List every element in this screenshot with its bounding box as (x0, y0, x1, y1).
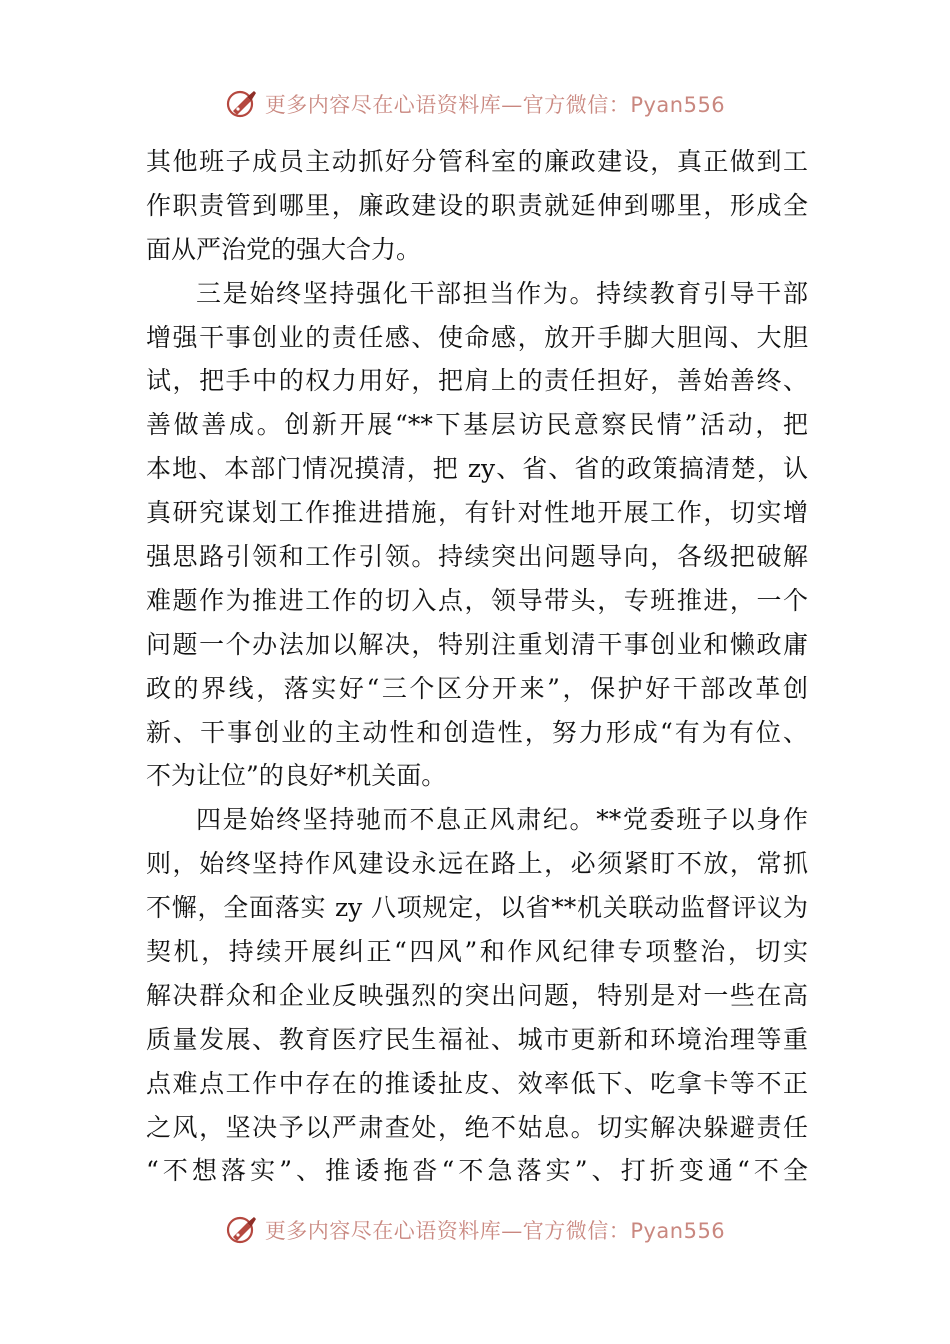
header-watermark-banner (0, 84, 950, 124)
text-line: 点难点工作中存在的推诿扯皮、效率低下、吃拿卡等不正 (146, 1068, 808, 1098)
text-line: 面从严治党的强大合力。 (146, 234, 422, 264)
text-line: 政的界线，落实好“三个区分开来”，保护好干部改革创 (146, 673, 808, 703)
text-line: 善做善成。创新开展“**下基层访民意察民情”活动，把 (146, 410, 808, 440)
text-line: 问题一个办法加以解决，特别注重划清干事创业和懒政庸 (146, 629, 808, 659)
text-line: 则，始终坚持作风建设永远在路上，必须紧盯不放，常抓 (146, 849, 808, 879)
text-line: 之风，坚决予以严肃查处，绝不姑息。切实解决躲避责任 (146, 1112, 808, 1142)
text-line: 不为让位”的良好*机关面。 (146, 761, 447, 791)
paragraph-heading-line: 四是始终坚持驰而不息正风肃纪。**党委班子以身作 (196, 805, 808, 835)
footer-watermark-banner (0, 1210, 950, 1250)
text-line: 强思路引领和工作引领。持续突出问题导向，各级把破解 (146, 542, 808, 572)
text-line: 质量发展、教育医疗民生福祉、城市更新和环境治理等重 (146, 1024, 808, 1054)
text-line: 作职责管到哪里，廉政建设的职责就延伸到哪里，形成全 (146, 190, 808, 220)
pen-nib-logo-icon (225, 87, 259, 121)
text-line: 不懈，全面落实 zy 八项规定，以省**机关联动监督评议为 (146, 893, 808, 923)
text-line: “不想落实”、推诿拖沓“不急落实”、打折变通“不全 (146, 1156, 808, 1186)
text-line: 增强干事创业的责任感、使命感，放开手脚大胆闯、大胆 (146, 322, 808, 352)
text-line: 新、干事创业的主动性和创造性，努力形成“有为有位、 (146, 717, 808, 747)
text-line: 契机，持续开展纠正“四风”和作风纪律专项整治，切实 (146, 937, 808, 967)
paragraph-heading-line: 三是始终坚持强化干部担当作为。持续教育引导干部 (196, 278, 808, 308)
text-line: 其他班子成员主动抓好分管科室的廉政建设，真正做到工 (146, 147, 808, 176)
text-line: 本地、本部门情况摸清，把 zy、省、省的政策搞清楚，认 (146, 454, 808, 484)
pen-nib-logo-icon (225, 1213, 259, 1247)
text-line: 真研究谋划工作推进措施，有针对性地开展工作，切实增 (146, 498, 808, 528)
text-line: 难题作为推进工作的切入点，领导带头，专班推进，一个 (146, 585, 808, 615)
watermark-text: 更多内容尽在心语资料库—官方微信：Pyan556 (264, 93, 726, 117)
text-line: 试，把手中的权力用好，把肩上的责任担好，善始善终、 (146, 366, 808, 396)
text-line: 解决群众和企业反映强烈的突出问题，特别是对一些在高 (146, 980, 808, 1010)
document-body (146, 140, 808, 1193)
watermark-text: 更多内容尽在心语资料库—官方微信：Pyan556 (264, 1219, 726, 1243)
